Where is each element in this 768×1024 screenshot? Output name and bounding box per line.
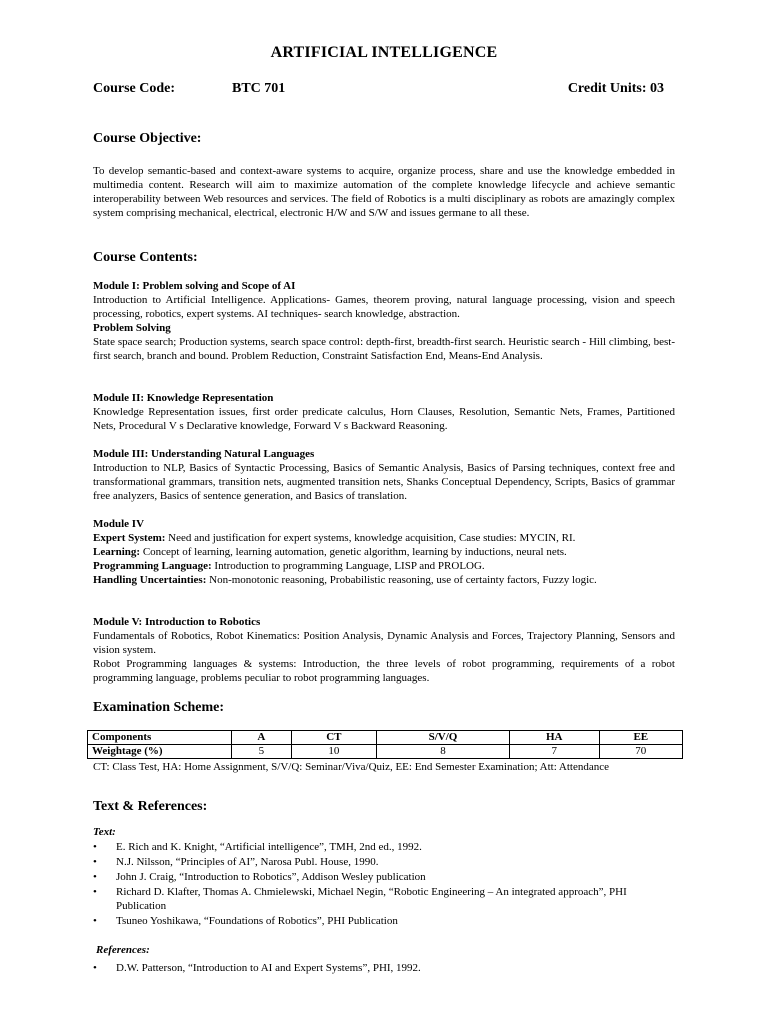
exam-table-header-row [88,731,683,745]
page-title: ARTIFICIAL INTELLIGENCE [270,44,498,61]
list-item-text: N.J. Nilsson, “Principles of AI”, Narosa Publ. House, 1990. [116,856,379,868]
references-label: References: [96,944,150,956]
bullet-icon: • [93,856,97,868]
list-item [93,870,653,884]
module-4 [93,517,675,587]
programming-language-label: Programming Language: [93,560,212,572]
list-item-text: Richard D. Klafter, Thomas A. Chmielewski, Michael Negin, “Robotic Engineering – An integrated approach”, PHI Publication [116,886,627,912]
list-item-text: Tsuneo Yoshikawa, “Foundations of Robotics”, PHI Publication [116,915,398,927]
module-2-text: Knowledge Representation issues, first order predicate calculus, Horn Clauses, Resolution, Semantic Nets, Frames, Partitioned Nets, Procedural V s Declarative knowledge, Forward V s Backward Reasoning. [93,406,675,432]
module-5-text-1: Fundamentals of Robotics, Robot Kinematics: Position Analysis, Dynamic Analysis and Forces, Trajectory Planning, Sensors and vision system. [93,630,675,656]
expert-system-label: Expert System: [93,532,166,544]
list-item-text: John J. Craig, “Introduction to Robotics”, Addison Wesley publication [116,871,426,883]
learning-text: Concept of learning, learning automation, genetic algorithm, learning by inductions, neural nets. [140,546,567,558]
exam-header-cell: S/V/Q [377,731,510,745]
text-label: Text: [93,826,116,838]
exam-legend: CT: Class Test, HA: Home Assignment, S/V/Q: Seminar/Viva/Quiz, EE: End Semester Examination; Att: Attendance [93,761,609,773]
module-5 [93,615,675,685]
text-list [93,840,653,929]
module-2 [93,391,675,433]
module-4-line-4 [93,573,675,587]
programming-language-text: Introduction to programming Language, LISP and PROLOG. [211,560,485,572]
module-1-subtitle: Problem Solving [93,322,171,334]
learning-label: Learning: [93,546,141,558]
contents-heading: Course Contents: [93,250,198,265]
module-4-title: Module IV [93,518,145,530]
exam-cell: 70 [599,745,682,759]
bullet-icon: • [93,962,97,974]
list-item [93,855,653,869]
module-1-subtext: State space search; Production systems, search space control: depth-first, breadth-first search. Heuristic search - Hill climbing, best-first search, branch and bound. Problem Reduction, Constraint Satisfaction End, Means-End Analysis. [93,336,675,362]
module-3 [93,447,675,503]
expert-system-text: Need and justification for expert systems, knowledge acquisition, Case studies: MYCIN, RI. [165,532,576,544]
module-3-text: Introduction to NLP, Basics of Syntactic Processing, Basics of Semantic Analysis, Basics of Parsing techniques, context free and transformational grammars, transition nets, augmented transition nets, Shanks Conceptual Dependency, Scripts, Basics of grammar free analyzers, Basics of sentence generation, and Basics of translation. [93,462,675,502]
exam-header-cell: A [232,731,292,745]
module-1-text: Introduction to Artificial Intelligence. Applications- Games, theorem proving, natural language processing, vision and speech processing, robotics, expert systems. AI techniques- search knowledge, abstraction. [93,294,675,320]
exam-cell: Weightage (%) [88,745,232,759]
exam-header-cell: EE [599,731,682,745]
list-item [93,914,653,928]
objective-heading: Course Objective: [93,131,202,146]
module-4-line-1 [93,531,675,545]
bullet-icon: • [93,871,97,883]
exam-cell: 5 [232,745,292,759]
exam-table-row [88,745,683,759]
exam-cell: 7 [509,745,599,759]
module-4-line-3 [93,559,675,573]
list-item-text: D.W. Patterson, “Introduction to AI and Expert Systems”, PHI, 1992. [116,962,421,974]
exam-header-cell: Components [88,731,232,745]
module-2-title: Module II: Knowledge Representation [93,392,274,404]
module-1 [93,279,675,363]
handling-uncertainties-label: Handling Uncertainties: [93,574,207,586]
module-5-title: Module V: Introduction to Robotics [93,616,261,628]
exam-heading: Examination Scheme: [93,700,225,715]
handling-uncertainties-text: Non-monotonic reasoning, Probabilistic reasoning, use of certainty factors, Fuzzy logic. [206,574,597,586]
exam-table [87,730,683,759]
bullet-icon: • [93,915,97,927]
course-code-value: BTC 701 [232,81,286,96]
module-1-title: Module I: Problem solving and Scope of AI [93,280,296,292]
references-heading: Text & References: [93,799,208,814]
list-item [93,885,653,913]
exam-header-cell: CT [291,731,376,745]
bullet-icon: • [93,841,97,853]
exam-cell: 10 [291,745,376,759]
exam-cell: 8 [377,745,510,759]
course-code-label: Course Code: [93,81,176,96]
list-item [93,961,653,975]
references-list [93,961,653,976]
bullet-icon: • [93,886,97,898]
module-3-title: Module III: Understanding Natural Languages [93,448,315,460]
exam-header-cell: HA [509,731,599,745]
module-4-line-2 [93,545,675,559]
objective-text: To develop semantic-based and context-aware systems to acquire, organize process, share and use the knowledge embedded in multimedia content. Research will aim to maximize automation of the complete knowledge lifecycle and achieve semantic interoperability between Web resources and services. The field of Robotics is a multi disciplinary as robots are amazingly complex system comprising mechanical, electrical, electronic H/W and S/W and issues germane to all these. [93,165,675,219]
credit-units: Credit Units: 03 [567,81,664,96]
list-item [93,840,653,854]
list-item-text: E. Rich and K. Knight, “Artificial intelligence”, TMH, 2nd ed., 1992. [116,841,422,853]
module-5-text-2: Robot Programming languages & systems: Introduction, the three levels of robot programming, requirements of a robot programming language, problems peculiar to robot programming languages. [93,658,675,684]
